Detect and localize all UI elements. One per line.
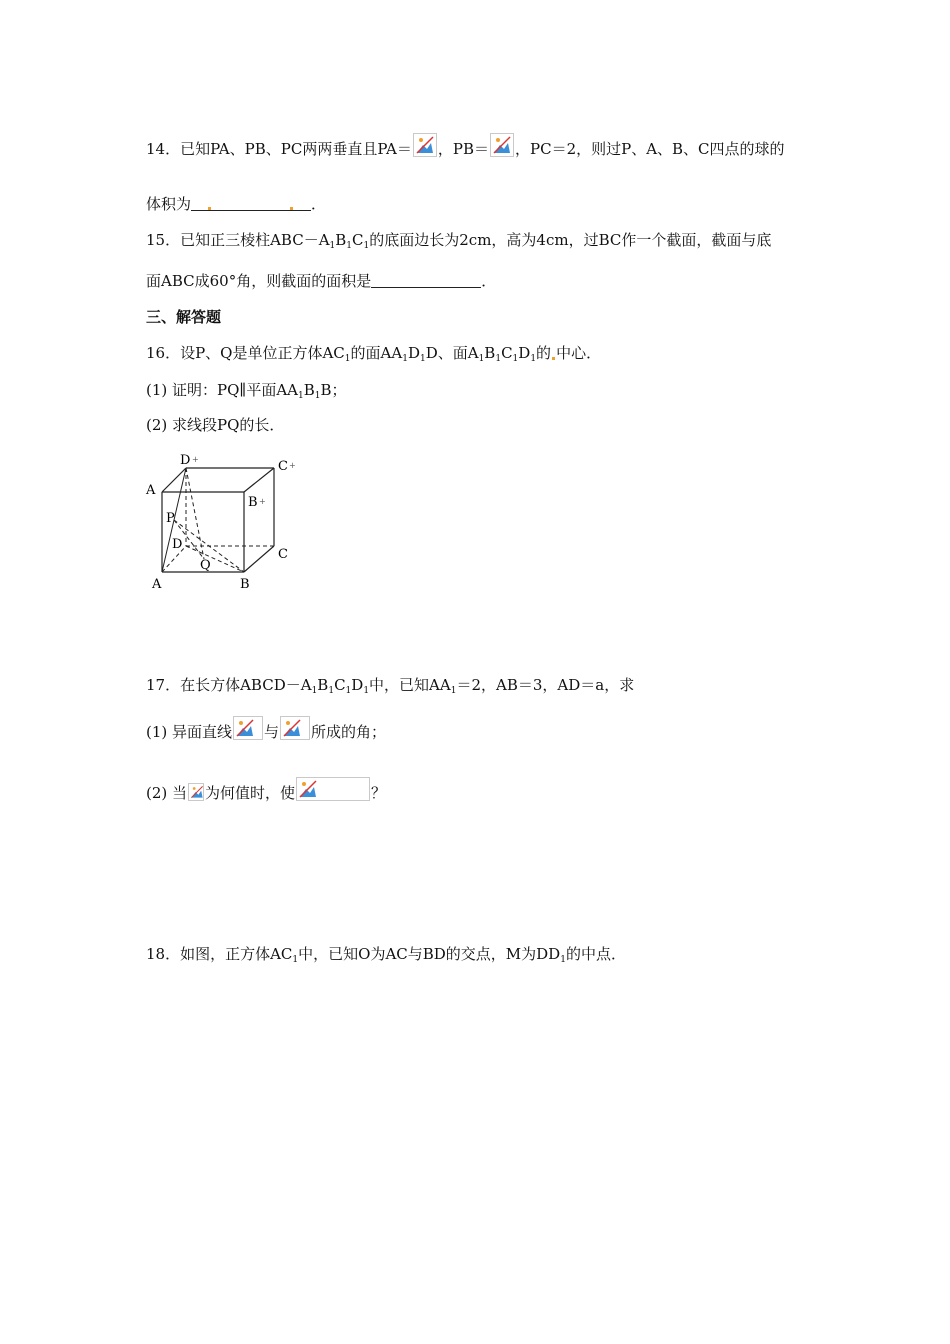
q16-text-b: 的面AA <box>350 344 403 362</box>
subscript: 1 <box>311 686 318 696</box>
label-B1: B <box>248 495 258 510</box>
q14-text-a: 14．已知PA、PB、PC两两垂直且PA＝ <box>146 140 412 158</box>
plus-mark: + <box>289 461 296 470</box>
q16-part1-a: (1) 证明：PQ∥平面AA <box>146 381 299 399</box>
label-B: B <box>240 577 250 592</box>
q17-text-b: B <box>317 676 329 694</box>
q15-text-b: B <box>335 231 347 249</box>
q17-part2-c: ？ <box>371 784 387 802</box>
broken-image-icon <box>413 133 437 157</box>
subscript: 1 <box>363 686 370 696</box>
q14-text-d: 体积为 <box>146 195 192 213</box>
subscript: 1 <box>344 354 351 364</box>
q16-text-g: D <box>518 344 531 362</box>
subscript: 1 <box>402 354 408 364</box>
q17-text-f: ＝2，AB＝3，AD＝a，求 <box>456 676 635 694</box>
subscript: 1 <box>345 686 352 696</box>
q15-text-f: ． <box>481 272 497 290</box>
q16-text-a: 16．设P、Q是单位正方体AC <box>146 344 345 362</box>
q16-text-d: D、面A <box>425 344 479 362</box>
q14-line1 <box>146 133 785 159</box>
label-P: P <box>166 511 175 526</box>
marker-dot <box>552 357 555 360</box>
q15-line1 <box>146 230 771 250</box>
broken-image-icon <box>296 777 370 801</box>
q17-part1-b: 与 <box>264 723 280 741</box>
broken-image-icon <box>233 716 263 740</box>
label-C: C <box>278 547 288 562</box>
q16-text-i: 中心． <box>556 344 602 362</box>
label-D: D <box>172 537 183 552</box>
broken-image-icon <box>280 716 310 740</box>
q17-text-d: D <box>351 676 364 694</box>
subscript: 1 <box>328 686 335 696</box>
subscript: 1 <box>292 955 299 965</box>
q17-text-c: C <box>334 676 346 694</box>
q17-part2-a: (2) 当 <box>146 784 188 802</box>
plus-mark: + <box>192 455 199 464</box>
q14-line2 <box>146 194 326 214</box>
subscript: 1 <box>363 241 370 251</box>
q18-text-b: 中，已知O为AC与BD的交点，M为DD <box>298 945 561 963</box>
label-C1: C <box>278 459 288 474</box>
subscript: 1 <box>478 354 485 364</box>
q16-text-c: D <box>407 344 420 362</box>
answer-blank[interactable] <box>371 273 481 288</box>
q17-part1-a: (1) 异面直线 <box>146 723 233 741</box>
q15-text-c: C <box>352 231 364 249</box>
label-D1: D <box>180 453 191 468</box>
subscript: 1 <box>419 354 426 364</box>
subscript: 1 <box>329 241 336 251</box>
plus-mark: + <box>259 497 266 506</box>
q17-text-e: 中，已知AA <box>369 676 451 694</box>
q14-text-b: ，PB＝ <box>437 140 489 158</box>
subscript: 1 <box>560 955 566 965</box>
subscript: 1 <box>298 391 304 401</box>
label-A1: A <box>146 483 156 498</box>
q17-text-a: 17．在长方体ABCD－A <box>146 676 312 694</box>
answer-blank[interactable] <box>191 196 311 211</box>
subscript: 1 <box>495 354 502 364</box>
q16-text-h: 的 <box>536 344 552 362</box>
q17-part1 <box>146 716 386 742</box>
q16-part2: (2) 求线段PQ的长． <box>146 416 285 434</box>
q16-part1 <box>146 380 347 400</box>
subscript: 1 <box>450 686 457 696</box>
broken-image-icon <box>490 133 514 157</box>
subscript: 1 <box>530 354 537 364</box>
q15-text-e: 面ABC成60°角，则截面的面积是 <box>146 272 372 290</box>
q16-part1-c: B； <box>320 381 347 399</box>
q17-line1 <box>146 675 634 695</box>
q16-text-e: B <box>484 344 496 362</box>
q17-part1-c: 所成的角； <box>311 723 387 741</box>
q15-text-a: 15．已知正三棱柱ABC－A <box>146 231 330 249</box>
label-A: A <box>152 577 162 592</box>
q16-text-f: C <box>501 344 513 362</box>
broken-image-icon <box>188 783 204 801</box>
q17-part2 <box>146 777 386 803</box>
q16-line1 <box>146 343 601 363</box>
q15-line2 <box>146 271 496 291</box>
q16-part1-b: B <box>303 381 315 399</box>
q14-text-e: ． <box>311 195 327 213</box>
section-heading: 三、解答题 <box>146 308 222 326</box>
q18-text-c: 的中点． <box>565 945 626 963</box>
cube-figure <box>144 448 324 596</box>
q18-text-a: 18．如图，正方体AC <box>146 945 293 963</box>
q14-text-c: ，PC＝2，则过P、A、B、C四点的球的 <box>515 140 785 158</box>
label-Q: Q <box>200 558 211 573</box>
subscript: 1 <box>346 241 353 251</box>
q15-text-d: 的底面边长为2cm，高为4cm，过BC作一个截面，截面与底 <box>369 231 772 249</box>
subscript: 1 <box>512 354 519 364</box>
q18-line1 <box>146 944 626 964</box>
q17-part2-b: 为何值时，使 <box>205 784 296 802</box>
subscript: 1 <box>314 391 321 401</box>
